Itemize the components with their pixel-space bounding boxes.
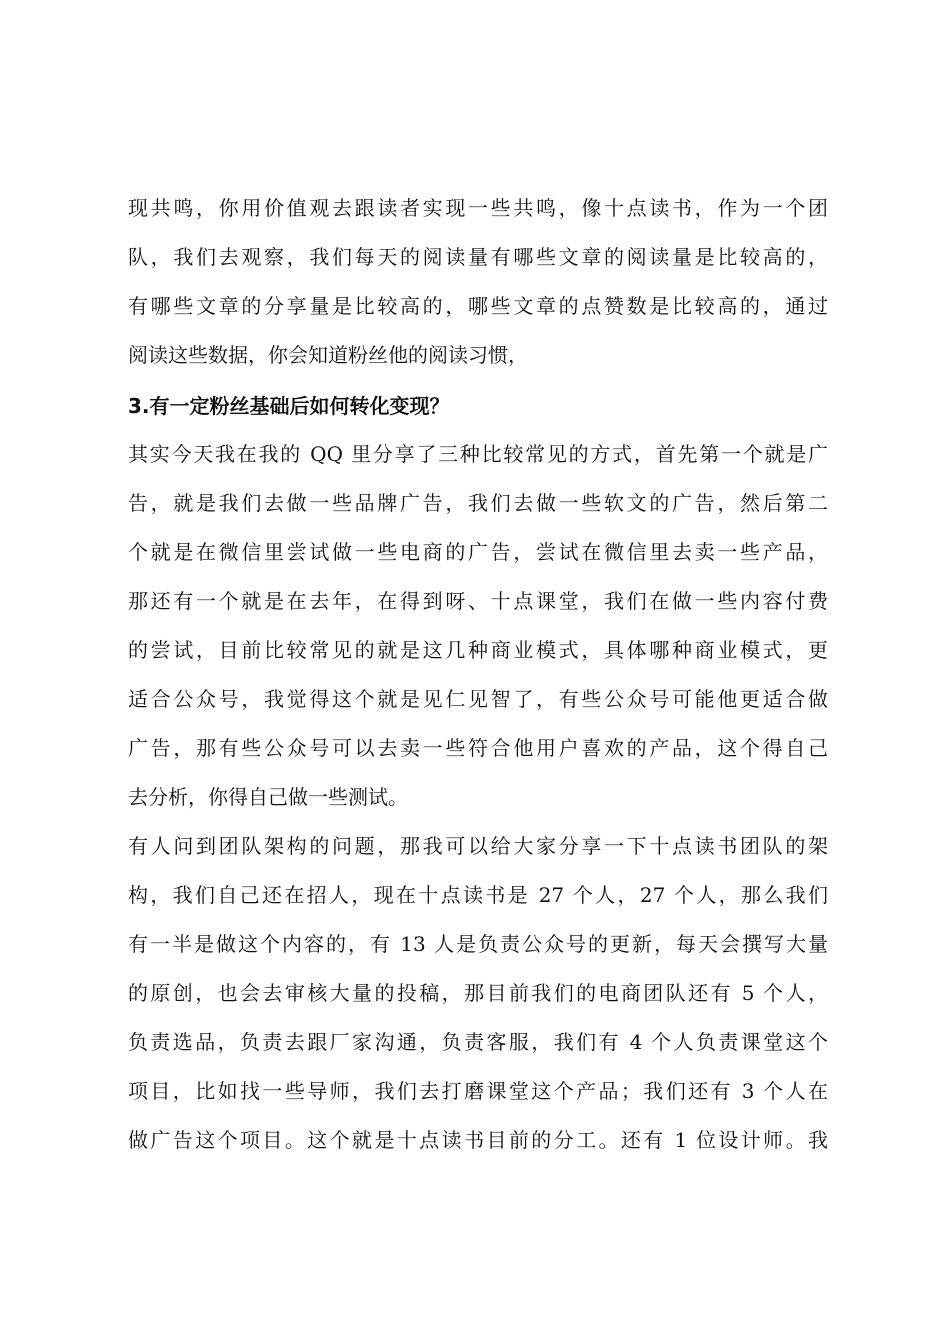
paragraph-line: 现共鸣，你用价值观去跟读者实现一些共鸣，像十点读书，作为一个团: [128, 196, 828, 220]
paragraph-line: 个就是在微信里尝试做一些电商的广告，尝试在微信里去卖一些产品，: [128, 540, 828, 564]
paragraph-line: 有一半是做这个内容的，有 13 人是负责公众号的更新，每天会撰写大量: [128, 932, 828, 956]
paragraph-line: 做广告这个项目。这个就是十点读书目前的分工。还有 1 位设计师。我: [128, 1128, 828, 1152]
paragraph-line: 的原创，也会去审核大量的投稿，那目前我们的电商团队还有 5 个人，: [128, 981, 828, 1005]
paragraph-line: 构，我们自己还在招人，现在十点读书是 27 个人，27 个人，那么我们: [128, 883, 828, 907]
paragraph-line: 负责选品，负责去跟厂家沟通，负责客服，我们有 4 个人负责课堂这个: [128, 1030, 828, 1054]
paragraph-line: 项目，比如找一些导师，我们去打磨课堂这个产品；我们还有 3 个人在: [128, 1079, 828, 1103]
paragraph-line: 告，就是我们去做一些品牌广告，我们去做一些软文的广告，然后第二: [128, 491, 828, 515]
paragraph-line: 去分析，你得自己做一些测试。: [128, 785, 408, 809]
paragraph-line: 的尝试，目前比较常见的就是这几种商业模式，具体哪种商业模式，更: [128, 638, 828, 662]
paragraph-line: 广告，那有些公众号可以去卖一些符合他用户喜欢的产品，这个得自己: [128, 736, 828, 760]
paragraph-line: 适合公众号，我觉得这个就是见仁见智了，有些公众号可能他更适合做: [128, 687, 828, 711]
section-heading: 3.有一定粉丝基础后如何转化变现？: [128, 394, 450, 418]
paragraph-line: 其实今天我在我的 QQ 里分享了三种比较常见的方式，首先第一个就是广: [128, 442, 828, 466]
paragraph-line: 有人问到团队架构的问题，那我可以给大家分享一下十点读书团队的架: [128, 834, 828, 858]
paragraph-line: 队，我们去观察，我们每天的阅读量有哪些文章的阅读量是比较高的，: [128, 245, 828, 269]
paragraph-line: 有哪些文章的分享量是比较高的，哪些文章的点赞数是比较高的，通过: [128, 294, 828, 318]
paragraph-line: 那还有一个就是在去年，在得到呀、十点课堂，我们在做一些内容付费: [128, 589, 828, 613]
paragraph-line: 阅读这些数据，你会知道粉丝他的阅读习惯，: [128, 343, 528, 367]
